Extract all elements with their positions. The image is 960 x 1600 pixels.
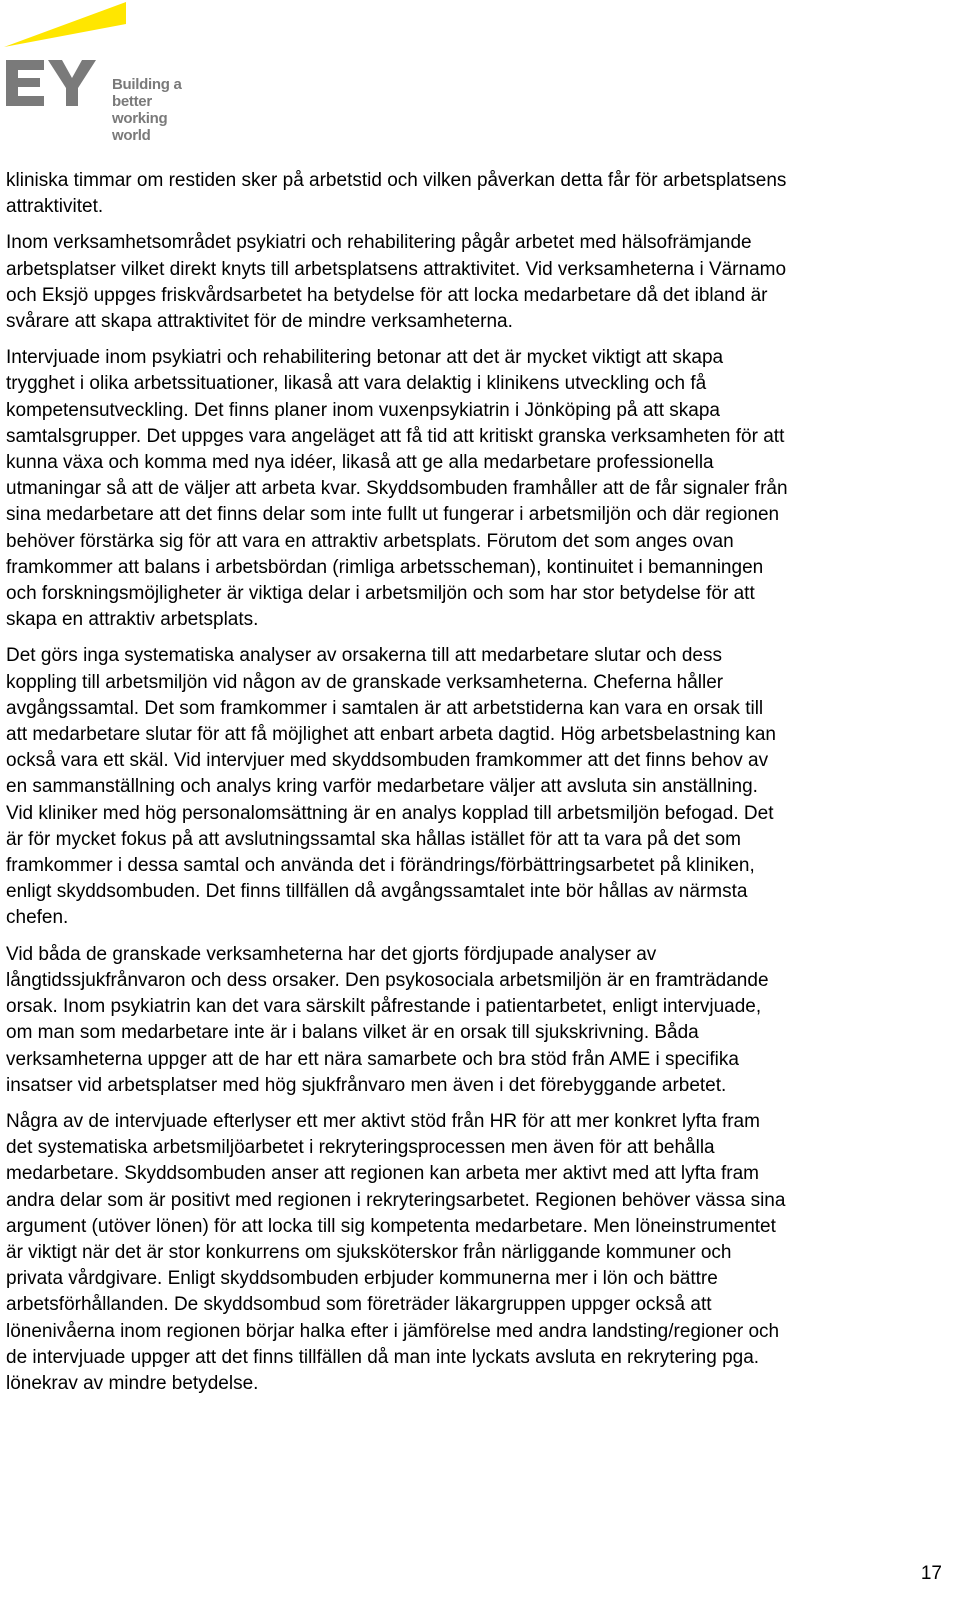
document-body xyxy=(6,168,950,1407)
ey-logo-letter-y xyxy=(48,60,96,106)
ey-tagline-line2: working world xyxy=(112,110,168,144)
paragraph-4: Det görs inga systematiska analyser av orsakerna till att medarbetare slutar och dess koppling till arbetsmiljön vid någon av de granskade verksamheterna. Cheferna håller avgångssamtal. Det som framkommer i samtalen är att arbetstiderna kan vara en orsak till att medarbetare slutar för att få möjlighet att enbart arbeta dagtid. Hög arbetsbelastning kan också vara ett skäl. Vid intervjuer med skyddsombuden framkommer att det finns behov av en sammanställning och analys kring varför medarbetare väljer att avsluta sin anställning. Vid kliniker med hög personalomsättning är en analys kopplad till arbetsmiljön befogad. Det är för mycket fokus på att avslutningssamtal ska hållas istället för att ta vara på det som framkommer i dessa samtal och använda det i förändrings/förbättringsarbetet på kliniken, enligt skyddsombuden. Det finns tillfällen då avgångssamtalet inte bör hållas av närmsta chefen. xyxy=(6,645,776,929)
ey-logo xyxy=(4,2,204,144)
paragraph-6: Några av de intervjuade efterlyser ett mer aktivt stöd från HR för att mer konkret lyfta fram det systematiska arbetsmiljöarbetet i rekryteringsprocessen men även för att behålla medarbetare. Skyddsombuden anser att regionen kan arbeta mer aktivt med att lyfta fram andra delar som är positivt med regionen i rekryteringsarbetet. Regionen behöver vässa sina argument (utöver lönen) för att locka till sig kompetenta medarbetare. Men löneinstrumentet är viktigt när det är stor konkurrens om sjuksköterskor från närliggande kommuner och privata vårdgivare. Enligt skyddsombuden erbjuder kommunerna mer i lön och bättre arbetsförhållanden. De skyddsombud som företräder läkargruppen uppger också att lönenivåerna inom regionen börjar halka efter i jämförelse med andra landsting/regioner och de intervjuade uppger att det finns tillfällen då man inte lyckats avsluta en rekrytering pga. lönekrav av mindre betydelse. xyxy=(6,1110,786,1394)
paragraph-3: Intervjuade inom psykiatri och rehabilitering betonar att det är mycket viktigt att skapa trygghet i olika arbetssituationer, likaså att vara delaktig i klinikens utveckling och få kompetensutveckling. Det finns planer inom vuxenpsykiatrin i Jönköping på att skapa samtalsgrupper. Det uppges vara angeläget att få tid att kritiskt granska verksamheten för att kunna växa och komma med nya idéer, likaså att ge alla medarbetare professionella utmaningar så att de väljer att arbeta kvar. Skyddsombuden framhåller att de får signaler från sina medarbetare att det finns delar som inte fullt ut fungerar i arbetsmiljön och där regionen behöver förstärka sig för att vara en attraktiv arbetsplats. Förutom det som anges ovan framkommer att balans i arbetsbördan (rimliga arbetsscheman), kontinuitet i bemanningen och forskningsmöjligheter är viktiga delar i arbetsmiljön och som har stor betydelse för att skapa en attraktiv arbetsplats. xyxy=(6,347,788,631)
paragraph-5: Vid båda de granskade verksamheterna har det gjorts fördjupade analyser av långtidssjukfrånvaron och dess orsaker. Den psykosociala arbetsmiljön är en framträdande orsak. Inom psykiatrin kan det vara särskilt påfrestande i patientarbetet, enligt intervjuade, om man som medarbetare inte är i balans vilket är en orsak till sjukskrivning. Båda verksamheterna uppger att de har ett nära samarbete och bra stöd från AME i specifika insatser vid arbetsplatser med hög sjukfrånvaro men även i det förebyggande arbetet. xyxy=(6,943,769,1096)
ey-tagline-line1: Building a better xyxy=(112,76,182,110)
ey-tagline xyxy=(112,76,204,144)
ey-logo-beam xyxy=(4,2,126,47)
paragraph-2: Inom verksamhetsområdet psykiatri och rehabilitering pågår arbetet med hälsofrämjande arbetsplatser vilket direkt knyts till arbetsplatsens attraktivitet. Vid verksamheterna i Värnamo och Eksjö uppges friskvårdsarbetet ha betydelse för att locka medarbetare då det ibland är svårare att skapa attraktivitet för de mindre verksamheterna. xyxy=(6,232,787,333)
ey-logo-letter-e xyxy=(6,60,44,106)
paragraph-1: kliniska timmar om restiden sker på arbetstid och vilken påverkan detta får för arbetsplatsens attraktivitet. xyxy=(6,170,787,218)
page-number: 17 xyxy=(920,1563,942,1584)
